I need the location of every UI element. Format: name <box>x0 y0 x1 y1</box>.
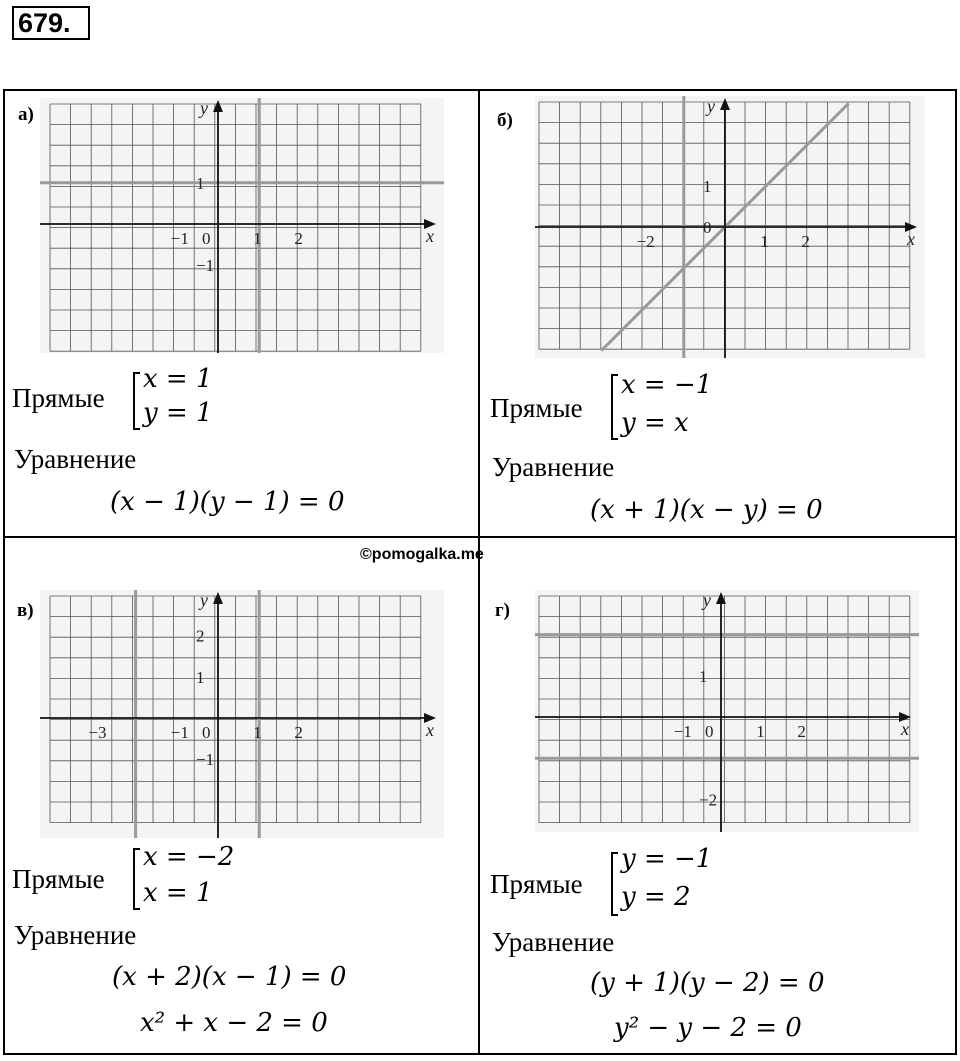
tick-label-y: 0 <box>703 218 712 237</box>
panel-c-equation-1: (x + 2)(x − 1) = 0 <box>112 962 347 992</box>
panel-d-equation-2: y² − y − 2 = 0 <box>614 1013 802 1043</box>
panel-c-system-line-1: x = −2 <box>143 842 235 872</box>
tick-label-x: 1 <box>253 723 262 742</box>
panel-d-equation-label: Уравнение <box>492 927 615 957</box>
tick-label-x: 1 <box>253 229 262 248</box>
table-vertical-divider <box>478 89 480 1055</box>
panel-c-graph <box>40 590 444 838</box>
x-axis-label: x <box>426 720 434 740</box>
tick-label-x: 2 <box>294 723 303 742</box>
tick-label-y: 1 <box>196 173 205 193</box>
panel-c-prjamye: Прямые <box>12 864 105 894</box>
panel-c-equation-2: x² + x − 2 = 0 <box>140 1008 328 1038</box>
graph-background <box>535 590 919 832</box>
panel-c-system-line-2: x = 1 <box>143 878 213 908</box>
panel-a-system-bracket <box>133 372 140 430</box>
tick-label-y: 1 <box>699 666 708 686</box>
x-axis-label: x <box>901 719 909 739</box>
tick-label-y: 1 <box>703 176 712 196</box>
watermark: ©pomogalka.me <box>360 546 484 563</box>
panel-d-system-line-2: y = 2 <box>621 882 691 912</box>
y-axis-label: y <box>200 590 208 610</box>
panel-a-equation-label: Уравнение <box>14 444 137 474</box>
graph-background <box>40 590 444 838</box>
tick-label-x: 2 <box>801 232 810 251</box>
panel-b-system-line-2: y = x <box>621 408 689 438</box>
panel-b-system-line-1: x = −1 <box>621 370 713 400</box>
tick-label-y: −1 <box>196 750 215 770</box>
panel-a-system-line-1: x = 1 <box>143 364 213 394</box>
tick-label-y: 2 <box>196 626 205 646</box>
tick-label-x: 2 <box>797 722 806 741</box>
panel-a-equation-1: (x − 1)(y − 1) = 0 <box>110 487 345 517</box>
panel-d-graph <box>535 590 919 832</box>
tick-label-origin: 0 <box>202 229 211 248</box>
x-axis-label: x <box>426 226 434 246</box>
panel-b-prjamye: Прямые <box>490 393 583 423</box>
tick-label-y: −2 <box>699 790 718 810</box>
tick-label-y: −1 <box>196 256 215 276</box>
panel-d-system-bracket <box>611 852 618 916</box>
x-axis-label: x <box>907 229 915 249</box>
tick-label-x: 1 <box>760 232 769 251</box>
tick-label-x: 1 <box>756 722 765 741</box>
panel-a-system-line-2: y = 1 <box>143 398 213 428</box>
panel-d-system-line-1: y = −1 <box>621 844 713 874</box>
tick-label-x: −1 <box>170 229 189 248</box>
y-axis-label: y <box>200 98 208 118</box>
tick-label-origin: 0 <box>705 722 714 741</box>
tick-label-origin: 0 <box>202 723 211 742</box>
panel-a-letter: а) <box>18 104 34 125</box>
tick-label-y: 1 <box>196 667 205 687</box>
table-horizontal-divider <box>3 536 957 538</box>
panel-a-prjamye: Прямые <box>12 383 105 413</box>
tick-label-x: −1 <box>673 722 692 741</box>
panel-b-system-bracket <box>611 374 618 440</box>
panel-a-graph <box>40 98 444 353</box>
panel-b-equation-1: (x + 1)(x − y) = 0 <box>590 495 823 525</box>
y-axis-label: y <box>707 96 715 116</box>
panel-b-graph <box>535 96 925 358</box>
panel-c-equation-label: Уравнение <box>14 920 137 950</box>
panel-d-letter: г) <box>495 600 510 621</box>
tick-label-x: −3 <box>88 723 107 742</box>
panel-c-letter: в) <box>17 600 34 621</box>
tick-label-x: −2 <box>636 232 655 251</box>
panel-b-letter: б) <box>497 110 513 131</box>
panel-d-equation-1: (y + 1)(y − 2) = 0 <box>590 968 825 998</box>
exercise-number: 679. <box>12 6 90 40</box>
panel-d-prjamye: Прямые <box>490 869 583 899</box>
y-axis-label: y <box>703 590 711 610</box>
panel-b-equation-label: Уравнение <box>492 452 615 482</box>
panel-c-system-bracket <box>133 848 140 910</box>
tick-label-x: −1 <box>170 723 189 742</box>
graph-background <box>40 98 444 353</box>
tick-label-x: 2 <box>294 229 303 248</box>
